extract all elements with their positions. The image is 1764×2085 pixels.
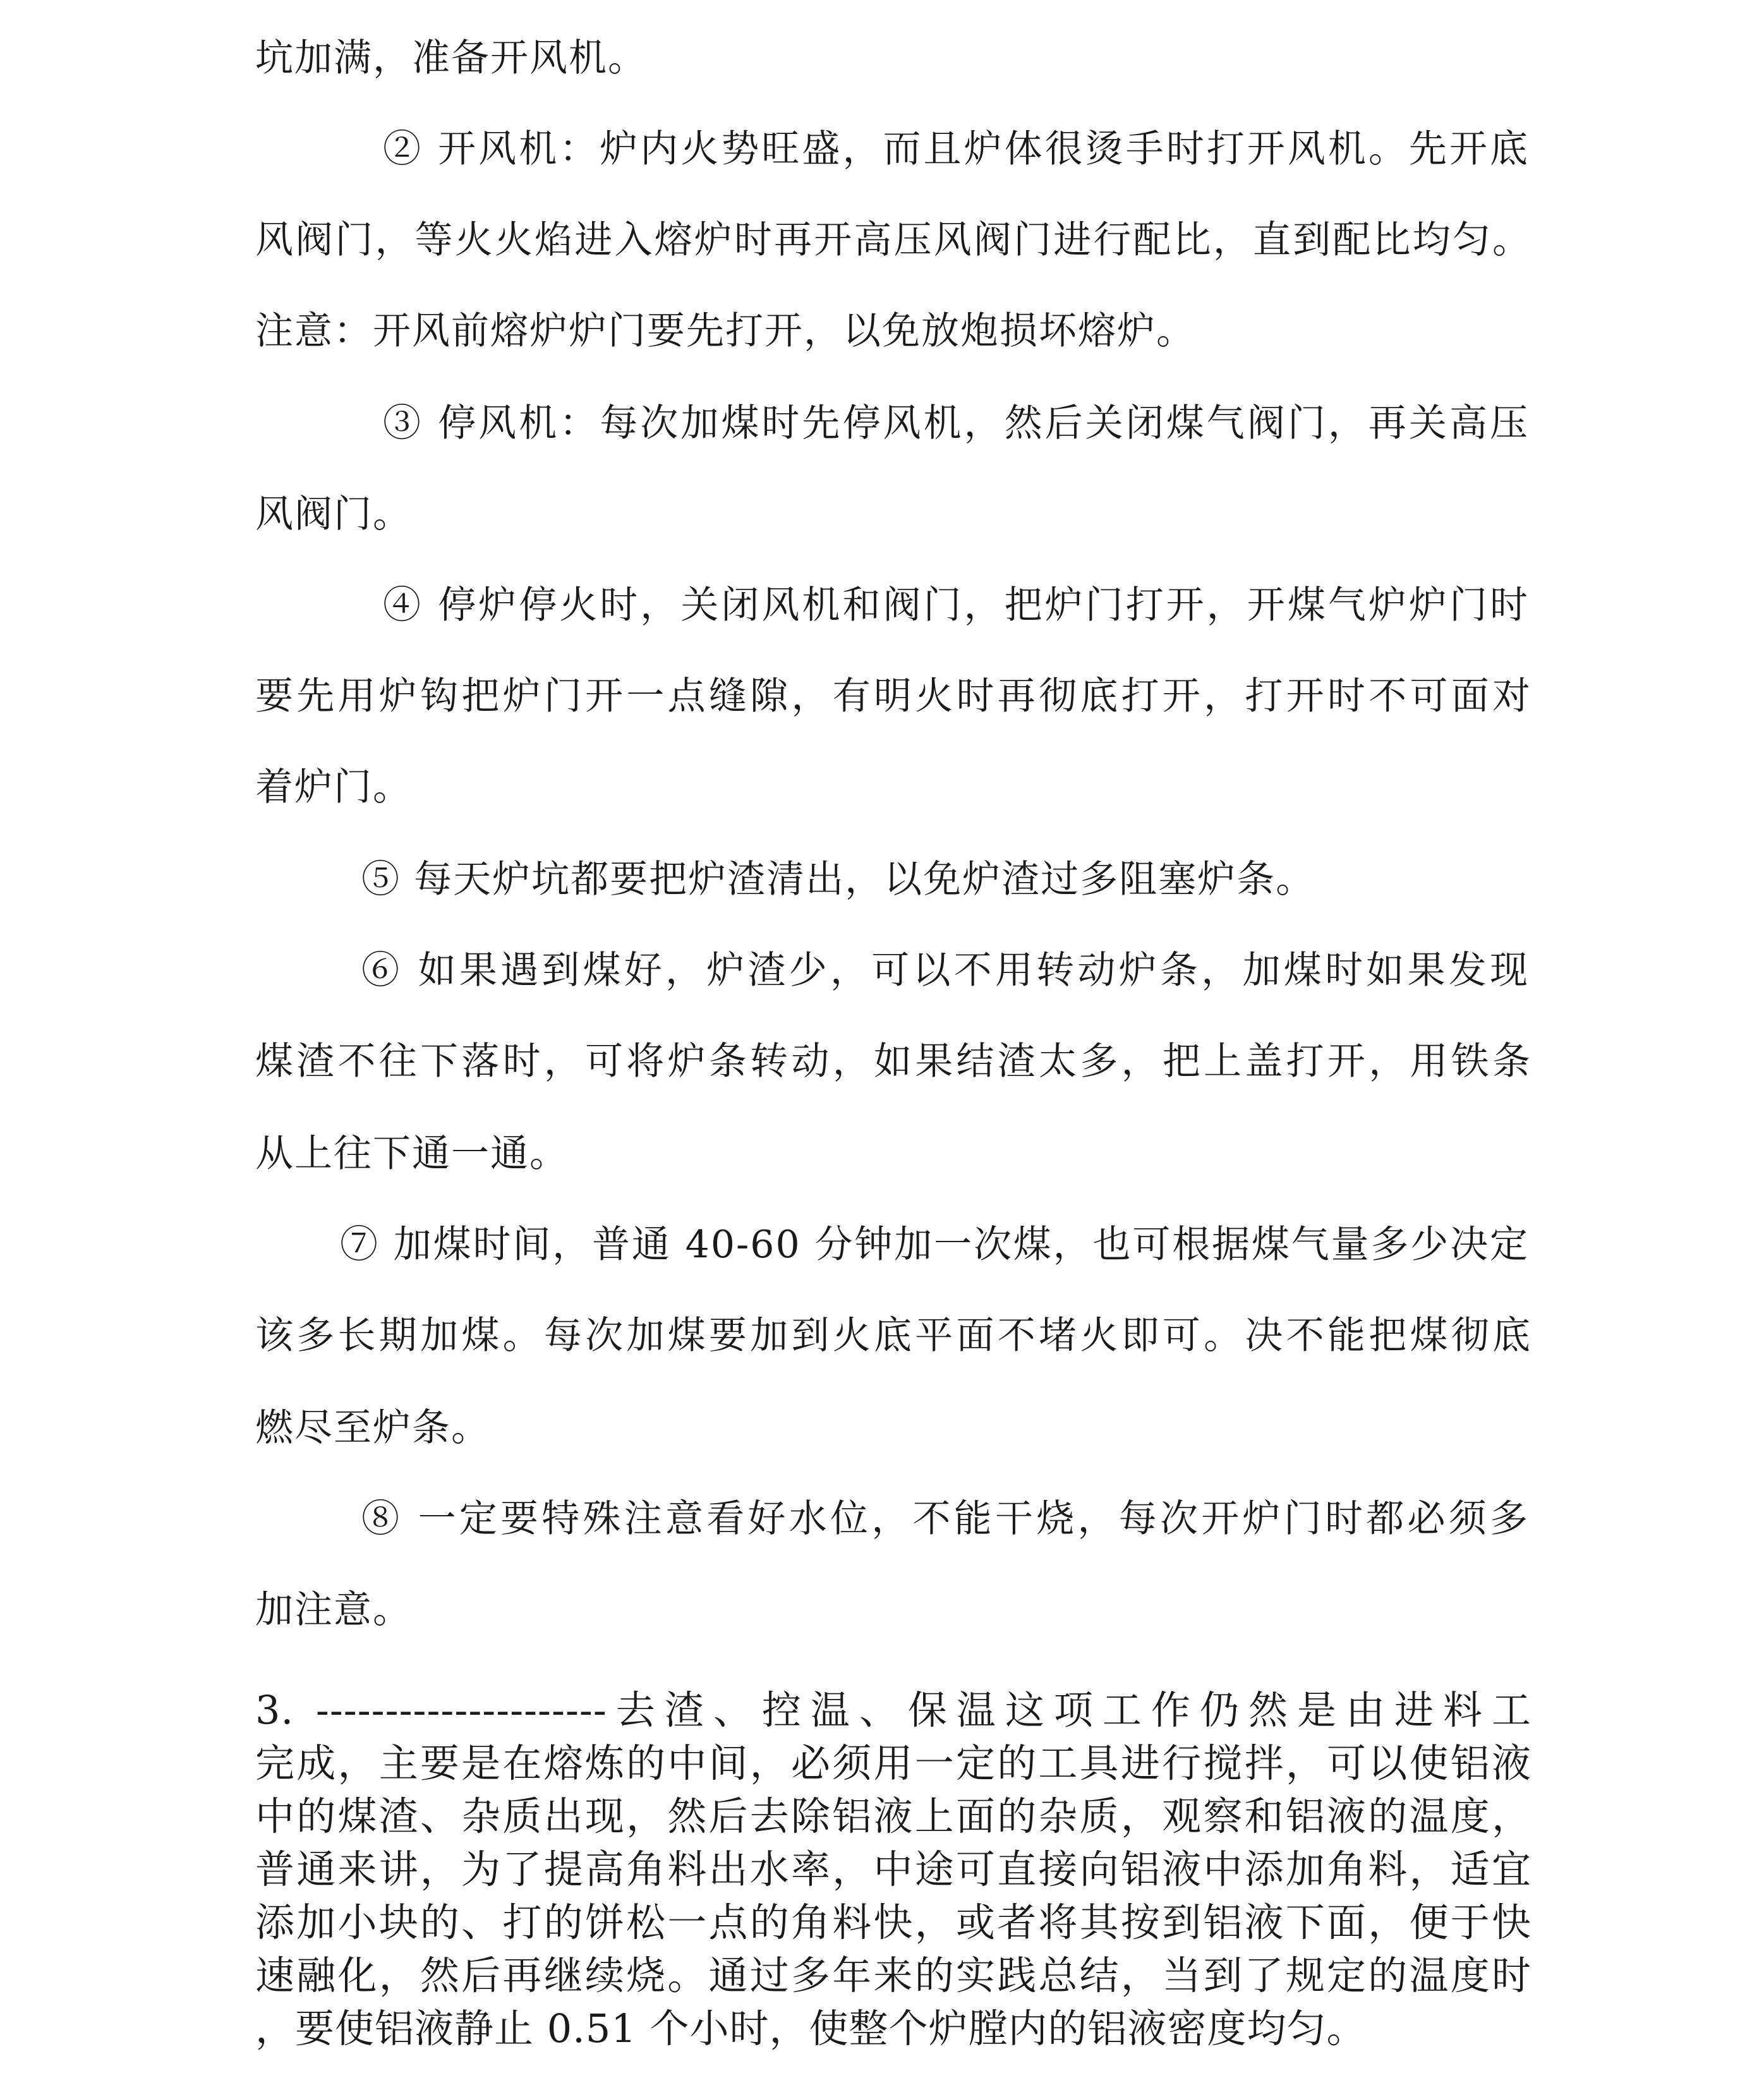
text-line-12: 煤渣不往下落时，可将炉条转动，如果结渣太多，把上盖打开，用铁条 bbox=[255, 1039, 1531, 1084]
text-line-1: 坑加满，准备开风机。 bbox=[255, 36, 647, 80]
text-line-8: 要先用炉钩把炉门开一点缝隙，有明火时再彻底打开，打开时不可面对 bbox=[255, 674, 1531, 718]
text-line-6: 风阀门。 bbox=[255, 492, 412, 536]
text-line-23: 添加小块的、打的饼松一点的角料快，或者将其按到铝液下面，便于快 bbox=[255, 1899, 1531, 1945]
text-line-13: 从上往下通一通。 bbox=[255, 1132, 569, 1176]
text-line-16: 燃尽至炉条。 bbox=[255, 1406, 490, 1450]
text-line-9: 着炉门。 bbox=[255, 765, 412, 809]
text-line-17: ⑧ 一定要特殊注意看好水位，不能干烧，每次开炉门时都必须多 bbox=[361, 1497, 1529, 1541]
text-line-3: 风阀门，等火火焰进入熔炉时再开高压风阀门进行配比，直到配比均匀。 bbox=[255, 218, 1531, 262]
text-line-25: ，要使铝液静止 0.51 个小时，使整个炉膛内的铝液密度均匀。 bbox=[255, 2005, 1367, 2052]
text-line-21: 中的煤渣、杂质出现，然后去除铝液上面的杂质，观察和铝液的温度， bbox=[255, 1793, 1531, 1839]
text-line-19: 3. ---------------------去渣、控温、保温这项工作仍然是由进料工 bbox=[255, 1687, 1531, 1733]
text-line-22: 普通来讲，为了提高角料出水率，中途可直接向铝液中添加角料，适宜 bbox=[255, 1846, 1531, 1892]
text-line-24: 速融化，然后再继续烧。通过多年来的实践总结，当到了规定的温度时 bbox=[255, 1952, 1531, 1998]
text-line-5: ③ 停风机：每次加煤时先停风机，然后关闭煤气阀门，再关高压 bbox=[383, 401, 1529, 445]
text-line-15: 该多长期加煤。每次加煤要加到火底平面不堵火即可。决不能把煤彻底 bbox=[255, 1314, 1531, 1358]
text-line-14: ⑦ 加煤时间，普通 40-60 分钟加一次煤，也可根据煤气量多少决定 bbox=[340, 1223, 1529, 1267]
text-line-18: 加注意。 bbox=[255, 1588, 412, 1632]
text-line-4: 注意：开风前熔炉炉门要先打开，以免放炮损坏熔炉。 bbox=[255, 309, 1195, 353]
text-line-11: ⑥ 如果遇到煤好，炉渣少，可以不用转动炉条，加煤时如果发现 bbox=[361, 948, 1529, 993]
text-line-20: 完成，主要是在熔炼的中间，必须用一定的工具进行搅拌，可以使铝液 bbox=[255, 1740, 1531, 1786]
text-line-7: ④ 停炉停火时，关闭风机和阀门，把炉门打开，开煤气炉炉门时 bbox=[383, 583, 1529, 627]
text-line-10: ⑤ 每天炉坑都要把炉渣清出，以免炉渣过多阻塞炉条。 bbox=[361, 857, 1315, 902]
text-line-2: ② 开风机：炉内火势旺盛，而且炉体很烫手时打开风机。先开底 bbox=[383, 127, 1529, 171]
